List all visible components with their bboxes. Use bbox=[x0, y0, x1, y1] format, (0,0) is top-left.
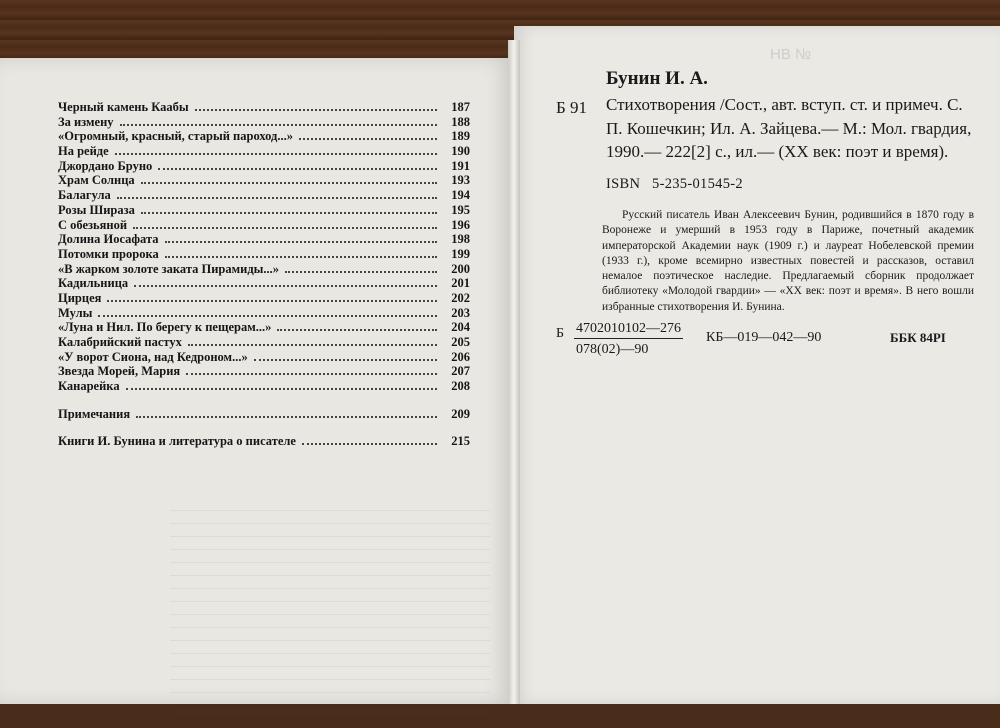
toc-entry bbox=[58, 262, 470, 277]
toc-entry bbox=[58, 291, 470, 306]
toc-leader-dots bbox=[133, 227, 437, 229]
toc-title: Потомки пророка bbox=[58, 246, 159, 261]
toc-leader-dots bbox=[134, 285, 437, 287]
toc-title: Долина Иосафата bbox=[58, 232, 159, 247]
toc-leader-dots bbox=[285, 271, 437, 273]
kb-code: КБ—019—042—90 bbox=[706, 330, 822, 345]
fraction-denominator: 078(02)—90 bbox=[576, 342, 649, 357]
toc-entry bbox=[58, 379, 470, 394]
toc-leader-dots bbox=[195, 109, 437, 111]
toc-page-number: 191 bbox=[451, 158, 470, 173]
toc-page-number: 204 bbox=[451, 320, 470, 335]
toc-leader-dots bbox=[120, 124, 437, 126]
toc-title: Кадильница bbox=[58, 276, 129, 291]
toc-entry bbox=[58, 144, 470, 159]
toc-leader-dots bbox=[158, 168, 437, 170]
toc-entry bbox=[58, 218, 470, 233]
toc-page-number: 187 bbox=[451, 100, 470, 114]
toc-entry bbox=[58, 159, 470, 174]
toc-page-number: 200 bbox=[451, 261, 470, 276]
toc-entry bbox=[58, 364, 470, 379]
toc-leader-dots bbox=[115, 153, 437, 155]
toc-entry bbox=[58, 434, 470, 449]
toc-page-number: 196 bbox=[451, 217, 470, 232]
fraction-numerator: 4702010102—276 bbox=[574, 321, 683, 339]
toc-title: Розы Шираза bbox=[58, 202, 135, 217]
toc-page-number: 209 bbox=[451, 406, 470, 421]
toc-title: Джордано Бруно bbox=[58, 158, 153, 173]
toc-leader-dots bbox=[141, 182, 437, 184]
toc-leader-dots bbox=[107, 300, 437, 302]
toc-page-number: 207 bbox=[451, 364, 470, 379]
toc-page-number: 208 bbox=[451, 379, 470, 394]
toc-page-number: 193 bbox=[451, 173, 470, 188]
toc-page-number: 201 bbox=[451, 276, 470, 291]
toc-entry bbox=[58, 232, 470, 247]
toc-title: «Огромный, красный, старый пароход...» bbox=[58, 129, 293, 144]
toc-title: Храм Солнца bbox=[58, 173, 135, 188]
toc-entry bbox=[58, 306, 470, 321]
toc-entry bbox=[58, 100, 470, 115]
toc-page-number: 195 bbox=[451, 202, 470, 217]
toc-entry bbox=[58, 129, 470, 144]
toc-title: «Луна и Нил. По берегу к пещерам...» bbox=[58, 320, 272, 335]
isbn-number: 5-235-01545-2 bbox=[652, 176, 743, 192]
toc-page-number: 198 bbox=[451, 232, 470, 247]
toc-leader-dots bbox=[186, 373, 437, 375]
toc-page-number: 194 bbox=[451, 188, 470, 203]
toc-leader-dots bbox=[254, 359, 437, 361]
toc-page-number: 205 bbox=[451, 335, 470, 349]
catalog-annotation: Русский писатель Иван Алексеевич Бунин, родившийся в 1870 году в Воронеже и умерший в 1953 году в Париже, почетный академик императорской Академии наук (1909 г.) и лауреат Нобелевской премии (1933 г.), кроме всемирно известных повестей и рассказов, оставил немалое поэтическое наследие. Предлагаемый сборник продолжает библиотеку «Молодой гвардии» — «XX век: поэт и время». В него вошли избранные стихотворения И. Бунина. bbox=[602, 209, 974, 313]
toc-title: Канарейка bbox=[58, 379, 120, 394]
toc-leader-dots bbox=[165, 256, 437, 258]
toc-entry bbox=[58, 407, 470, 422]
toc-leader-dots bbox=[136, 416, 437, 418]
toc-page-number: 206 bbox=[451, 349, 470, 364]
catalog-description: Стихотворения /Сост., авт. вступ. ст. и примеч. С. П. Кошечкин; Ил. А. Зайцева.— М.: Мол. гвардия, 1990.— 222[2] с., ил.— (XX век: поэт и время). bbox=[606, 95, 972, 161]
faded-stamp: НВ № bbox=[770, 46, 812, 63]
toc-leader-dots bbox=[299, 138, 437, 140]
toc-leader-dots bbox=[188, 344, 437, 346]
toc-leader-dots bbox=[126, 388, 437, 390]
table-of-contents bbox=[58, 100, 470, 449]
bbk-code: ББК 84PI bbox=[890, 330, 946, 345]
toc-page-number: 190 bbox=[451, 144, 470, 159]
isbn-line bbox=[606, 176, 743, 193]
toc-entry bbox=[58, 320, 470, 335]
bleed-through-text bbox=[170, 498, 490, 728]
toc-entry bbox=[58, 276, 470, 291]
toc-title: Черный камень Каабы bbox=[58, 100, 189, 114]
toc-title: За измену bbox=[58, 114, 114, 129]
toc-entry bbox=[58, 173, 470, 188]
toc-leader-dots bbox=[165, 241, 437, 243]
toc-entry bbox=[58, 335, 470, 350]
catalog-code: Б 91 bbox=[556, 98, 588, 117]
toc-page-number: 189 bbox=[451, 129, 470, 144]
toc-title: На рейде bbox=[58, 144, 109, 159]
toc-title: Мулы bbox=[58, 305, 93, 320]
toc-page-number: 188 bbox=[451, 114, 470, 129]
toc-leader-dots bbox=[277, 329, 437, 331]
toc-title: Балагула bbox=[58, 188, 111, 203]
toc-page-number: 202 bbox=[451, 290, 470, 305]
toc-title: Книги И. Бунина и литература о писателе bbox=[58, 434, 296, 449]
toc-page-number: 203 bbox=[451, 305, 470, 320]
book-spine-gutter bbox=[508, 40, 520, 704]
toc-title: «У ворот Сиона, над Кедроном...» bbox=[58, 349, 248, 364]
fraction-prefix: Б bbox=[556, 326, 565, 341]
toc-title: Примечания bbox=[58, 406, 131, 421]
toc-leader-dots bbox=[141, 212, 437, 214]
isbn-label: ISBN bbox=[606, 176, 641, 192]
toc-leader-dots bbox=[98, 315, 437, 317]
toc-page-number: 199 bbox=[451, 246, 470, 261]
toc-title: Цирцея bbox=[58, 290, 102, 305]
toc-entry bbox=[58, 188, 470, 203]
toc-title: Калабрийский пастух bbox=[58, 335, 182, 349]
toc-spacer bbox=[58, 421, 470, 434]
toc-entry bbox=[58, 350, 470, 365]
toc-title: «В жарком золоте заката Пирамиды...» bbox=[58, 261, 280, 276]
catalog-author: Бунин И. А. bbox=[606, 68, 708, 89]
toc-entry bbox=[58, 203, 470, 218]
toc-title: Звезда Морей, Мария bbox=[58, 364, 181, 379]
toc-leader-dots bbox=[117, 197, 437, 199]
toc-entry bbox=[58, 115, 470, 130]
toc-spacer bbox=[58, 394, 470, 407]
toc-entry bbox=[58, 247, 470, 262]
toc-leader-dots bbox=[302, 443, 437, 445]
toc-page-number: 215 bbox=[451, 434, 470, 449]
toc-title: С обезьяной bbox=[58, 217, 128, 232]
